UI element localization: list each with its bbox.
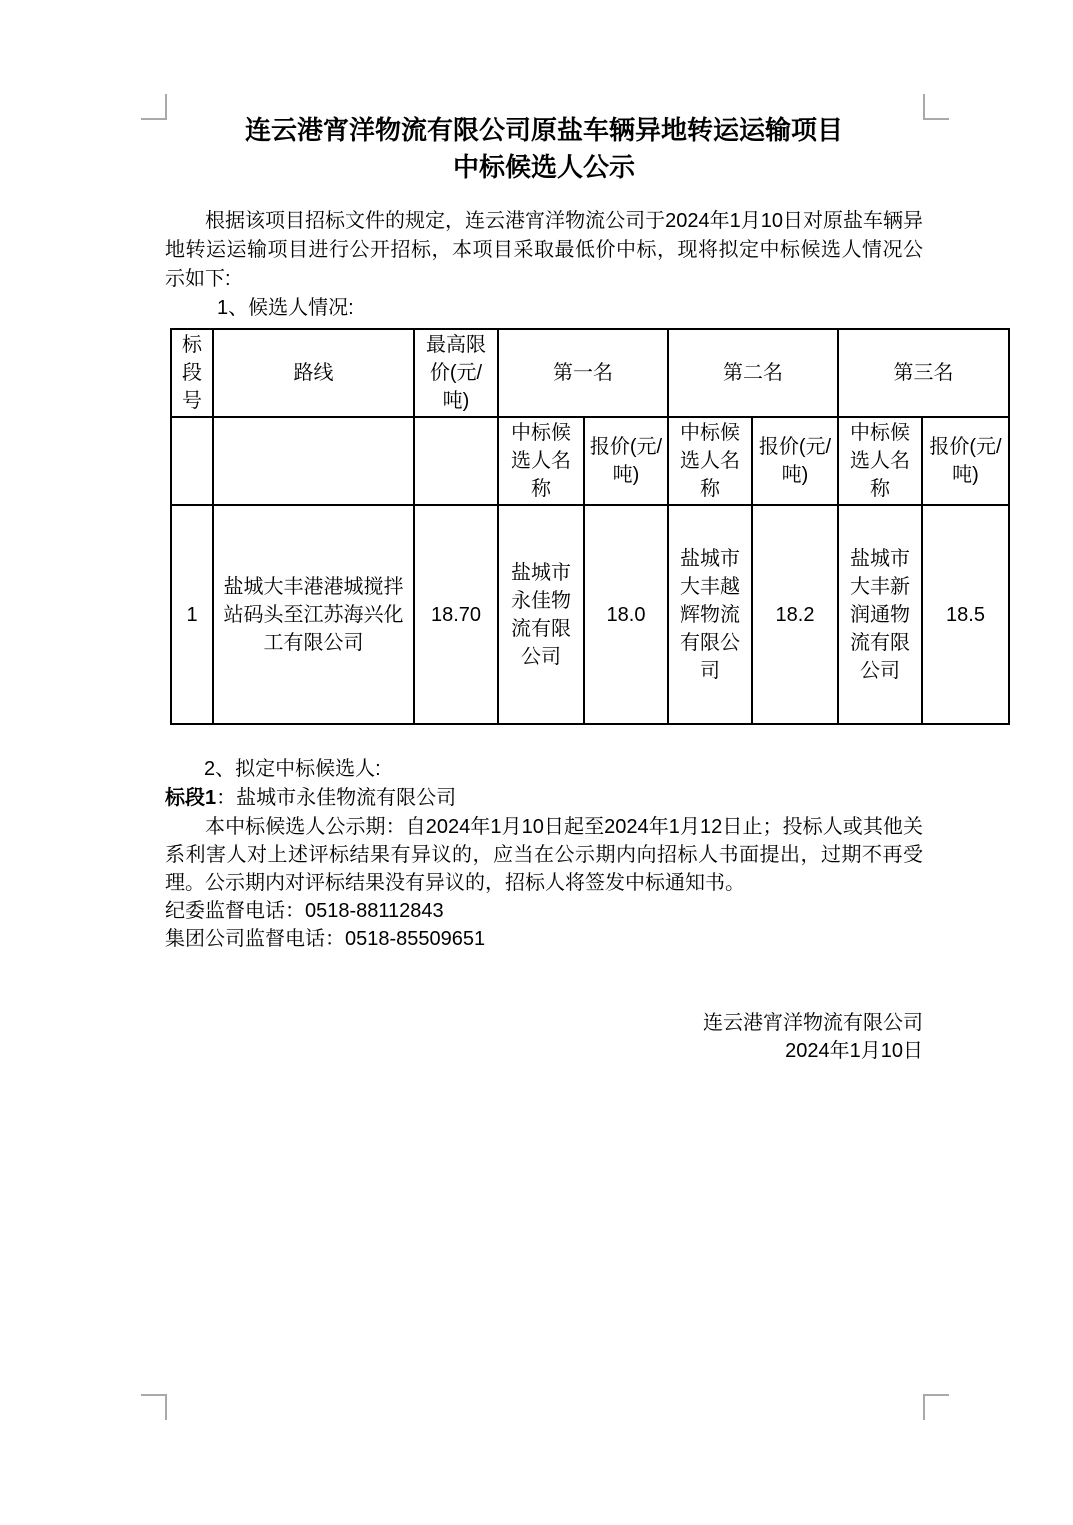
cell-third-candidate: 盐城市大丰新润通物流有限公司: [838, 505, 922, 724]
crop-mark-top-right: [923, 94, 949, 120]
cell-first-bid: 18.0: [584, 505, 668, 724]
header-cell-bid-price-3: 报价(元/吨): [922, 417, 1009, 505]
cell-section-no: 1: [171, 505, 213, 724]
notice-paragraph: 本中标候选人公示期：自2024年1月10日起至2024年1月12日止；投标人或其他关系利害人对上述评标结果有异议的，应当在公示期内向招标人书面提出，过期不再受理。公示期内对评标结果没有异议的，招标人将签发中标通知书。: [165, 816, 923, 894]
cell-max-price: 18.70: [414, 505, 498, 724]
header-cell-route: 路线: [213, 329, 414, 417]
winner-company: ：盐城市永佳物流有限公司: [216, 787, 457, 809]
table-header-row-1: [171, 329, 1009, 417]
header-cell-rank-third: 第三名: [838, 329, 1009, 417]
document-page: [165, 112, 1002, 1065]
signature-date: 2024年1月10日: [785, 1040, 923, 1062]
header-cell-max-price: 最高限价(元/吨): [414, 329, 498, 417]
cell-first-candidate: 盐城市永佳物流有限公司: [498, 505, 584, 724]
header-cell-candidate-name-2: 中标候选人名称: [668, 417, 752, 505]
discipline-phone-line: 纪委监督电话：0518-88112843: [165, 900, 444, 922]
header-cell-candidate-name-1: 中标候选人名称: [498, 417, 584, 505]
cell-route: 盐城大丰港港城搅拌站码头至江苏海兴化工有限公司: [213, 505, 414, 724]
winner-line: [165, 784, 923, 813]
header-cell-bid-price-1: 报价(元/吨): [584, 417, 668, 505]
group-phone-line: 集团公司监督电话：0518-85509651: [165, 928, 486, 950]
signature-block: [165, 1009, 923, 1065]
header-cell-empty-3: [414, 417, 498, 505]
cell-third-bid: 18.5: [922, 505, 1009, 724]
winner-section-label: 标段1: [165, 787, 217, 809]
header-cell-empty-2: [213, 417, 414, 505]
candidates-table: [170, 328, 1010, 725]
table-header-row-2: [171, 417, 1009, 505]
page-title-line1: 连云港宵洋物流有限公司原盐车辆异地转运运输项目: [244, 115, 843, 145]
cell-second-bid: 18.2: [752, 505, 838, 724]
header-cell-empty-1: [171, 417, 213, 505]
header-cell-candidate-name-3: 中标候选人名称: [838, 417, 922, 505]
header-cell-rank-second: 第二名: [668, 329, 838, 417]
header-cell-section-no: 标段号: [171, 329, 213, 417]
cell-second-candidate: 盐城市大丰越辉物流有限公司: [668, 505, 752, 724]
crop-mark-bottom-left: [141, 1394, 167, 1420]
table-row: [171, 505, 1009, 724]
page-title-line2: 中标候选人公示: [452, 152, 635, 182]
crop-mark-bottom-right: [923, 1394, 949, 1420]
section1-heading: 1、候选人情况:: [217, 297, 354, 319]
crop-mark-top-left: [141, 94, 167, 120]
section2-heading: 2、拟定中标候选人:: [204, 758, 381, 780]
header-cell-rank-first: 第一名: [498, 329, 668, 417]
signature-company: 连云港宵洋物流有限公司: [703, 1012, 923, 1034]
header-cell-bid-price-2: 报价(元/吨): [752, 417, 838, 505]
page-title: [165, 112, 923, 186]
intro-paragraph: 根据该项目招标文件的规定，连云港宵洋物流公司于2024年1月10日对原盐车辆异地转运运输项目进行公开招标，本项目采取最低价中标，现将拟定中标候选人情况公示如下:: [165, 210, 923, 290]
